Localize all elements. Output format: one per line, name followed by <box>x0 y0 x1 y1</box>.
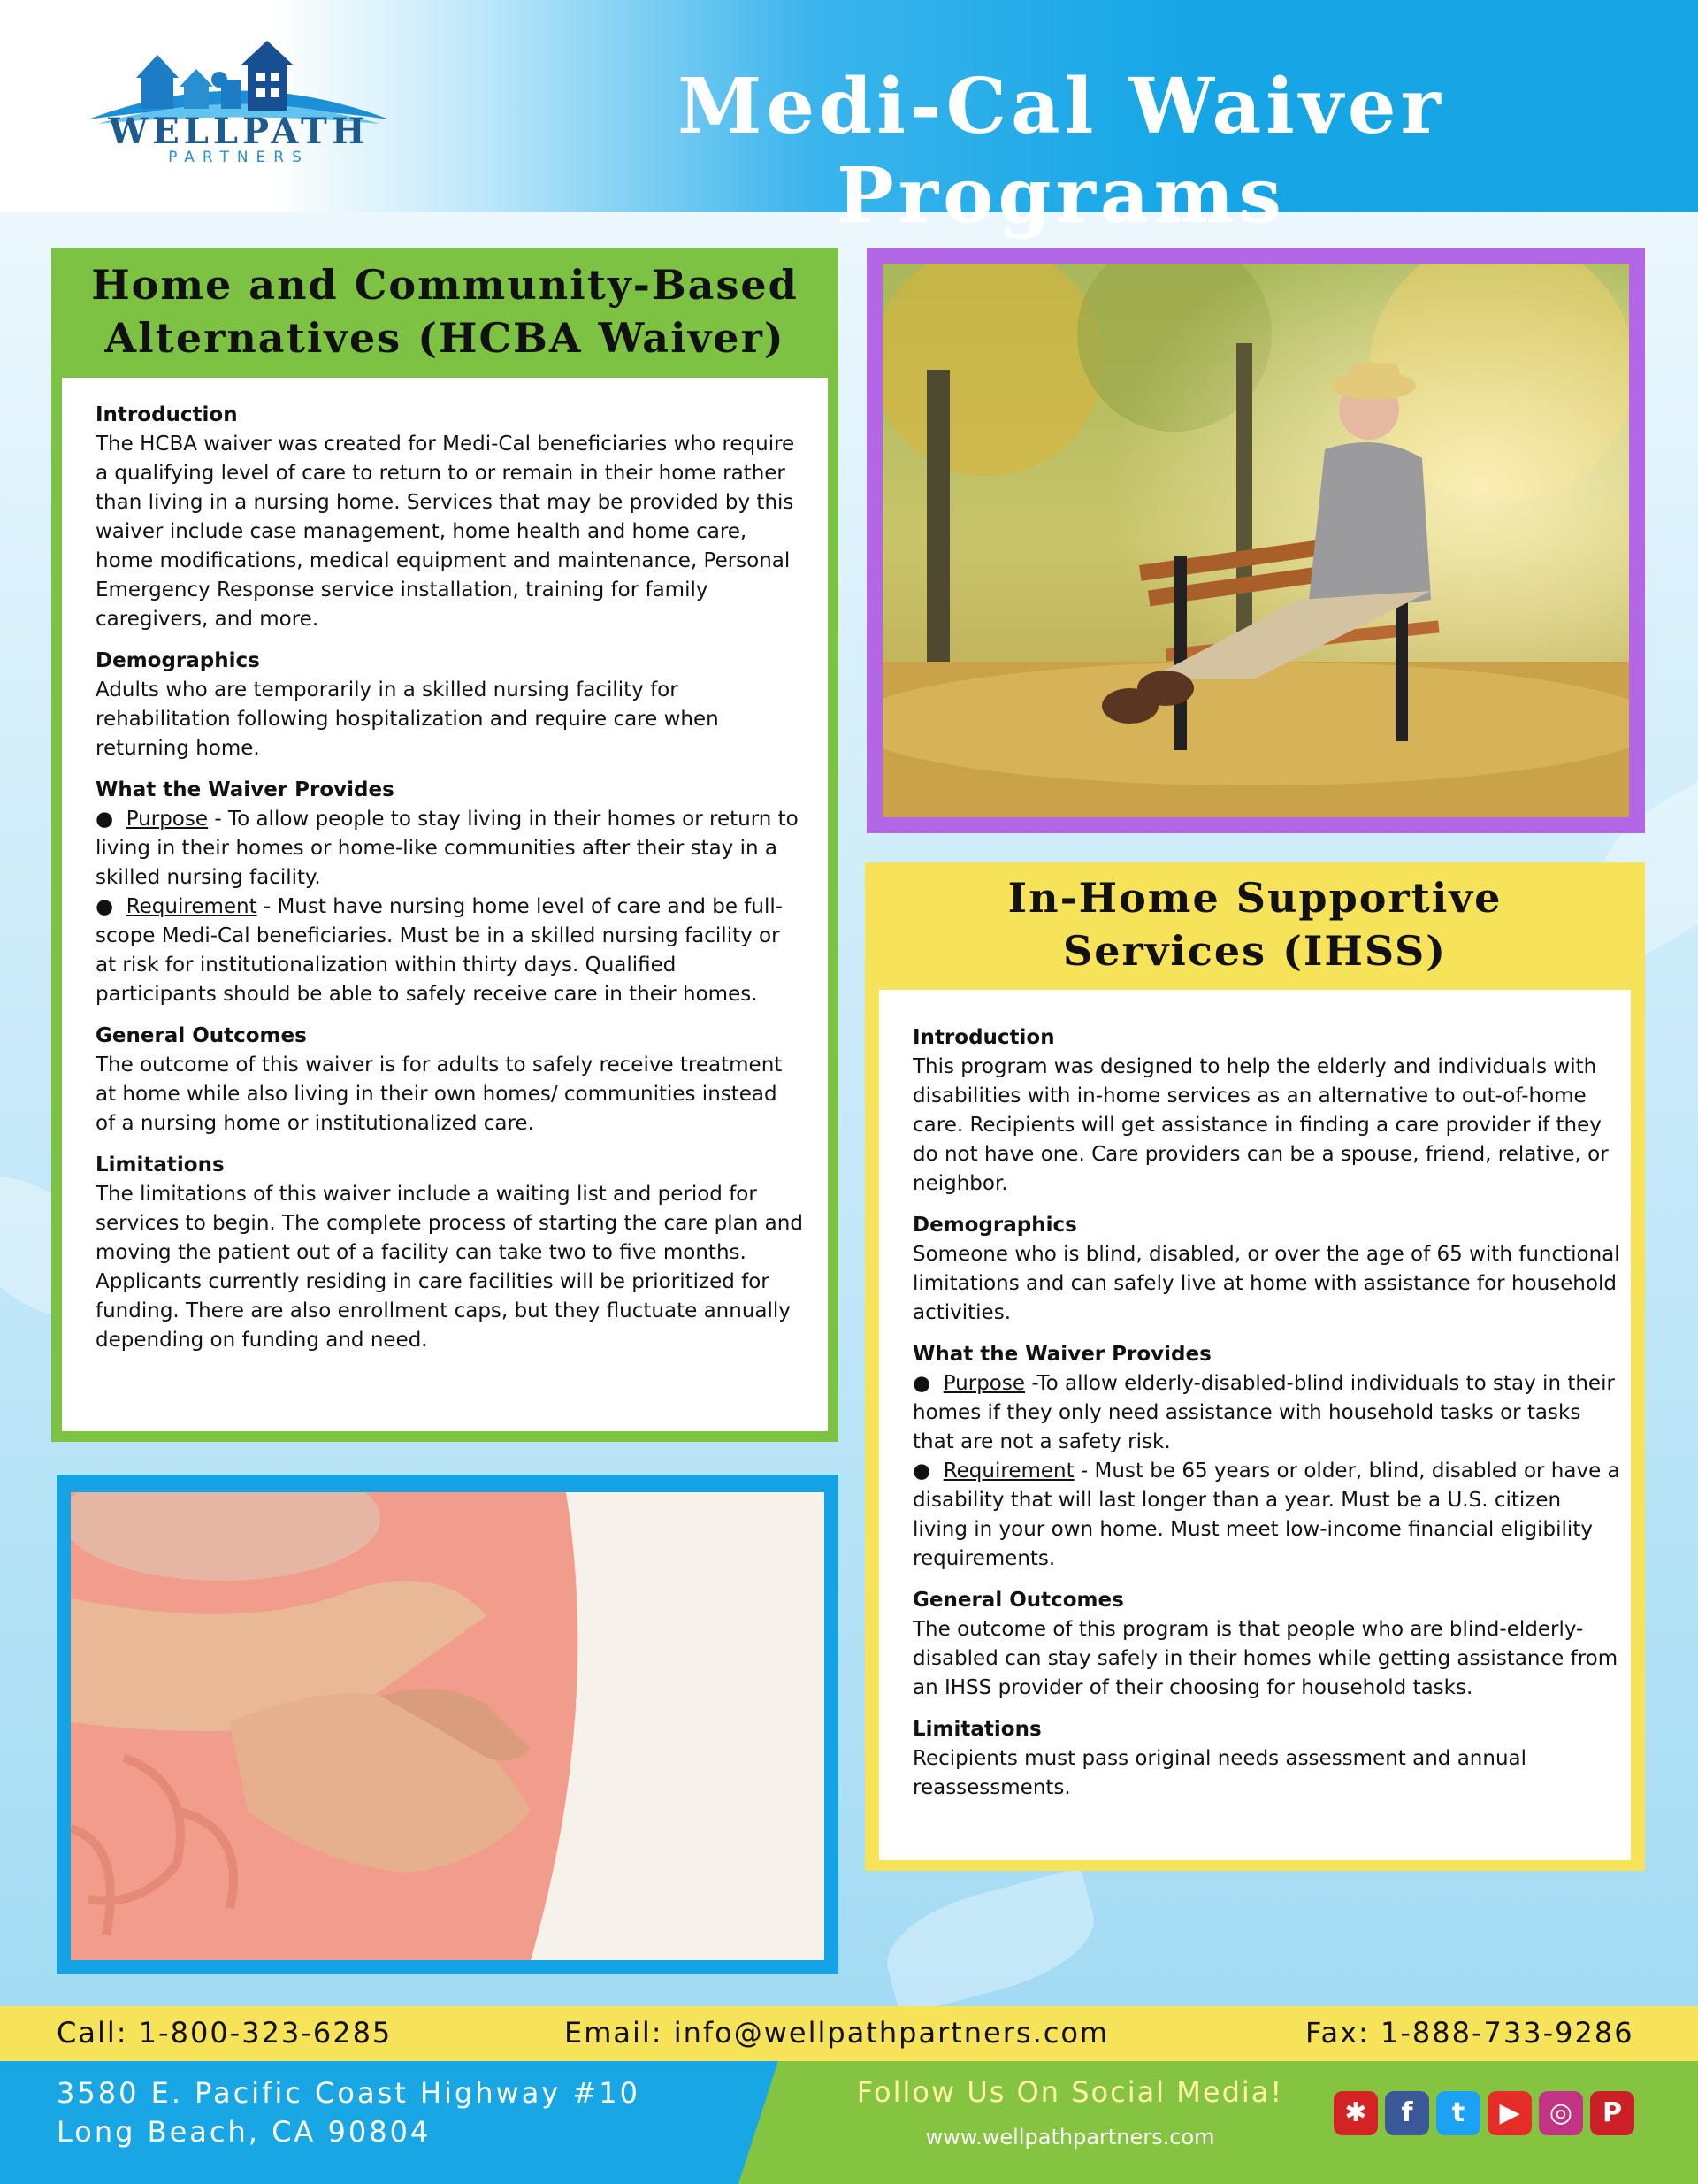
section-text: The outcome of this waiver is for adults to safely receive treatment at home while also living in their own homes/ communities instead of a nursing home or institutionalized care. <box>96 1054 783 1135</box>
hcba-demographics-section <box>96 647 803 763</box>
section-heading: What the Waiver Provides <box>913 1343 1212 1366</box>
section-heading: General Outcomes <box>913 1589 1124 1612</box>
section-heading: Introduction <box>96 403 238 426</box>
hcba-provides-section <box>96 776 803 1009</box>
follow-us-text: Follow Us On Social Media! <box>856 2075 1284 2109</box>
ihss-demographics-section <box>913 1211 1620 1328</box>
park-bench-image-icon <box>883 264 1629 817</box>
bullet-purpose: ● Purpose -To allow elderly-disabled-blind individuals to stay in their homes if they only need assistance with household tasks or tasks that are not a safety risk. <box>913 1372 1615 1453</box>
section-heading: General Outcomes <box>96 1024 307 1047</box>
twitter-icon[interactable]: t <box>1436 2091 1480 2135</box>
logo-wordmark: WELLPATH <box>108 111 370 152</box>
instagram-icon[interactable]: ◎ <box>1539 2091 1583 2135</box>
logo-subtitle: PARTNERS <box>168 149 310 166</box>
section-text: The outcome of this program is that people who are blind-elderly-disabled can stay safely in their homes while getting assistance from an IHSS provider of their choosing for household tasks. <box>913 1618 1618 1699</box>
requirement-text: - Must have nursing home level of care and be full-scope Medi-Cal beneficiaries. Must be in a skilled nursing facility or at risk for institutionalization within thirty days. Qualified participants should be able to safely receive care in their homes. <box>96 895 784 1006</box>
phone-number[interactable]: Call: 1-800-323-6285 <box>57 2016 393 2050</box>
fax-number: Fax: 1-888-733-9286 <box>1305 2016 1634 2050</box>
bullet-requirement: ● Requirement - Must be 65 years or older, blind, disabled or have a disability that will last longer than a year. Must be a U.S. citizen living in your own home. Must meet low-income financial eligibility requirements. <box>913 1460 1620 1570</box>
requirement-text: - Must be 65 years or older, blind, disabled or have a disability that will last longer than a year. Must be a U.S. citizen living in your own home. Must meet low-income financial eligibility requirements. <box>913 1460 1620 1570</box>
hcba-intro-section <box>96 401 803 634</box>
park-bench-photo-frame <box>867 248 1645 833</box>
section-heading: Demographics <box>96 649 260 672</box>
caregiver-hands-photo <box>71 1492 824 1960</box>
ihss-intro-section <box>913 1023 1620 1199</box>
facebook-icon[interactable]: f <box>1385 2091 1429 2135</box>
pinterest-icon[interactable]: P <box>1590 2091 1634 2135</box>
purpose-text: -To allow elderly-disabled-blind individuals to stay in their homes if they only need assistance with household tasks or tasks that are not a safety risk. <box>913 1372 1615 1453</box>
purpose-label: Purpose <box>943 1372 1026 1395</box>
ihss-content <box>913 1023 1620 1815</box>
hcba-limitations-section <box>96 1151 803 1355</box>
hcba-outcomes-section <box>96 1022 803 1138</box>
page-title: Medi-Cal Waiver Programs <box>677 62 1445 241</box>
address-line1: 3580 E. Pacific Coast Highway #10 <box>57 2076 640 2110</box>
contact-bar <box>0 2006 1698 2061</box>
website-link[interactable]: www.wellpathpartners.com <box>925 2125 1215 2150</box>
bullet-requirement: ● Requirement - Must have nursing home level of care and be full-scope Medi-Cal beneficiaries. Must be in a skilled nursing facility or at risk for institutionalization within thirty days. Qualified participants should be able to safely receive care in their homes. <box>96 895 784 1006</box>
ihss-provides-section <box>913 1340 1620 1574</box>
youtube-icon[interactable]: ▶ <box>1488 2091 1532 2135</box>
hcba-panel <box>51 248 838 1442</box>
yelp-icon[interactable]: ✱ <box>1334 2091 1378 2135</box>
section-text: Adults who are temporarily in a skilled nursing facility for rehabilitation following hospitalization and require care when returning home. <box>96 678 719 760</box>
ihss-title-line1: In-Home Supportive <box>1007 874 1503 922</box>
address <box>57 2073 764 2151</box>
bullet-purpose: ● Purpose - To allow people to stay living in their homes or return to living in their homes or home-like communities after their stay in a skilled nursing facility. <box>96 808 799 889</box>
ihss-panel <box>865 862 1645 1871</box>
ihss-title-line2: Services (IHSS) <box>1062 927 1448 975</box>
section-heading: Demographics <box>913 1214 1077 1237</box>
hcba-title <box>51 258 838 364</box>
purpose-label: Purpose <box>126 808 209 831</box>
section-heading: Limitations <box>913 1718 1042 1741</box>
ihss-outcomes-section <box>913 1586 1620 1703</box>
hcba-title-line2: Alternatives (HCBA Waiver) <box>104 314 785 362</box>
caregiver-hands-photo-frame <box>57 1475 838 1974</box>
address-line2: Long Beach, CA 90804 <box>57 2115 432 2149</box>
requirement-label: Requirement <box>126 895 257 918</box>
background-leaf <box>876 1867 1105 2016</box>
section-heading: What the Waiver Provides <box>96 778 394 801</box>
park-bench-photo <box>883 264 1629 817</box>
ihss-title <box>865 871 1645 977</box>
footer <box>0 2061 1698 2184</box>
section-text: The limitations of this waiver include a waiting list and period for services to begin. The complete process of starting the care plan and moving the patient out of a facility can take two to five months. Applicants currently residing in care facilities will be prioritized for funding. There are also enrollment caps, but they fluctuate annually depending on funding and need. <box>96 1183 803 1352</box>
ihss-content-box <box>879 990 1631 1860</box>
email-address[interactable]: Email: info@wellpathpartners.com <box>564 2016 1110 2050</box>
header-banner <box>0 0 1698 241</box>
hcba-content <box>96 401 803 1368</box>
section-heading: Limitations <box>96 1153 225 1176</box>
social-icons <box>1334 2091 1634 2141</box>
caregiver-hands-image-icon <box>71 1492 824 1960</box>
requirement-label: Requirement <box>943 1460 1075 1483</box>
section-heading: Introduction <box>913 1026 1055 1049</box>
purpose-text: - To allow people to stay living in their homes or return to living in their homes or home-like communities after their stay in a skilled nursing facility. <box>96 808 799 889</box>
hcba-content-box <box>62 378 828 1431</box>
hcba-title-line1: Home and Community-Based <box>91 261 799 309</box>
section-text: Someone who is blind, disabled, or over the age of 65 with functional limitations and can safely live at home with assistance for household activities. <box>913 1243 1620 1324</box>
ihss-limitations-section <box>913 1715 1620 1803</box>
section-text: This program was designed to help the elderly and individuals with disabilities with in-home services as an alternative to out-of-home care. Recipients will get assistance in finding a care provider if they do not have one. Care providers can be a spouse, friend, relative, or neighbor. <box>913 1055 1609 1195</box>
section-text: The HCBA waiver was created for Medi-Cal beneficiaries who require a qualifying level of care to return to or remain in their home rather than living in a nursing home. Services that may be provided by this waiver include case management, home health and home care, home modifications, medical equipment and maintenance, Personal Emergency Response service installation, training for family caregivers, and more. <box>96 433 795 631</box>
section-text: Recipients must pass original needs assessment and annual reassessments. <box>913 1747 1527 1799</box>
